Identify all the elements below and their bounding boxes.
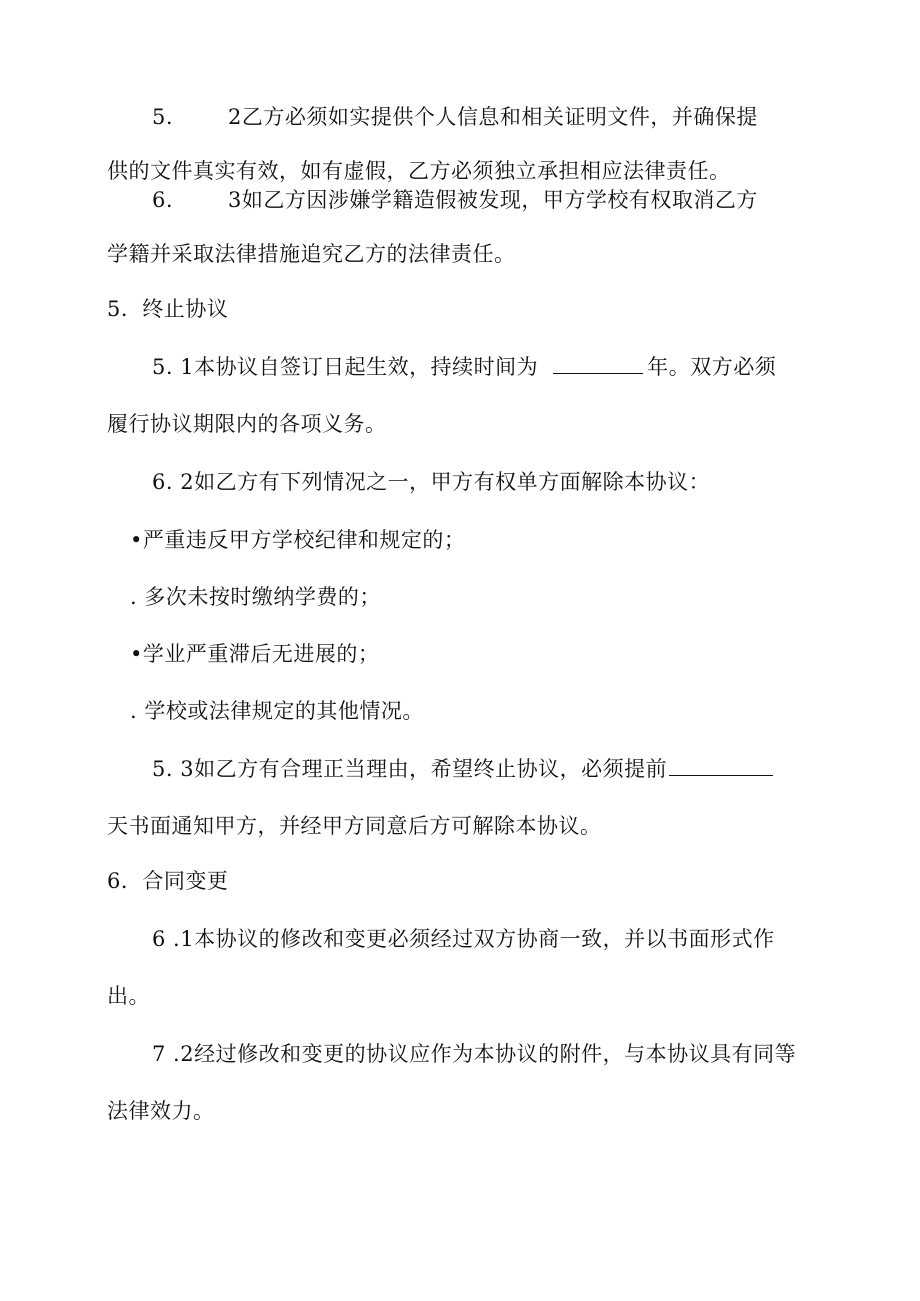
clause-number: 5.: [152, 105, 174, 129]
clause-5-3-line-2: [107, 812, 602, 840]
section-heading-6: [107, 867, 228, 895]
section-title: 5．终止协议: [107, 297, 229, 321]
list-item-4: [130, 697, 424, 725]
list-item-3: [130, 640, 379, 668]
clause-6-2-line-1: [152, 1040, 796, 1068]
clause-text: 6 .1本协议的修改和变更必须经过双方协商一致，并以书面形式作: [152, 927, 775, 951]
clause-text: 供的文件真实有效，如有虚假，乙方必须独立承担相应法律责任。: [107, 159, 731, 183]
clause-4-2-line-2: [107, 157, 731, 185]
clause-text: 5. 1本协议自签订日起生效，持续时间为: [152, 355, 539, 379]
clause-text: 3如乙方因涉嫌学籍造假被发现，甲方学校有权取消乙方: [228, 188, 758, 212]
clause-4-3-line-1: [152, 186, 758, 214]
section-title: 6．合同变更: [107, 869, 229, 893]
clause-text: 2乙方必须如实提供个人信息和相关证明文件，并确保提: [228, 105, 758, 129]
clause-4-3-line-2: [107, 240, 516, 268]
list-item-2: [130, 583, 381, 611]
clause-6-1-line-1: [152, 925, 775, 953]
clause-6-2-line-2: [107, 1097, 215, 1125]
list-item-text: . 多次未按时缴纳学费的；: [130, 585, 381, 609]
clause-5-3-line-1: [152, 755, 773, 783]
clause-text: 6. 2如乙方有下列情况之一，甲方有权单方面解除本协议：: [152, 470, 711, 494]
list-item-text: •学业严重滞后无进展的；: [130, 642, 380, 666]
clause-4-2-line-1: [152, 103, 758, 131]
section-heading-5: [107, 295, 228, 323]
clause-5-1-line-2: [107, 410, 387, 438]
clause-text: 5. 3如乙方有合理正当理由，希望终止协议，必须提前: [152, 757, 668, 781]
clause-number: 6.: [152, 188, 174, 212]
clause-text: 学籍并采取法律措施追究乙方的法律责任。: [107, 242, 516, 266]
list-item-1: [130, 526, 465, 554]
clause-text: 出。: [107, 984, 150, 1008]
clause-6-1-line-2: [107, 982, 150, 1010]
clause-text: 年。双方必须: [647, 355, 777, 379]
duration-years-blank: [553, 353, 643, 374]
clause-text: 履行协议期限内的各项义务。: [107, 412, 387, 436]
notice-days-blank: [669, 755, 773, 776]
list-item-text: •严重违反甲方学校纪律和规定的；: [130, 528, 466, 552]
clause-5-1-line-1: [152, 353, 776, 381]
clause-text: 法律效力。: [107, 1099, 215, 1123]
clause-text: 天书面通知甲方，并经甲方同意后方可解除本协议。: [107, 814, 602, 838]
clause-text: 7 .2经过修改和变更的协议应作为本协议的附件，与本协议具有同等: [152, 1042, 797, 1066]
clause-5-2: [152, 468, 710, 496]
list-item-text: . 学校或法律规定的其他情况。: [130, 699, 424, 723]
